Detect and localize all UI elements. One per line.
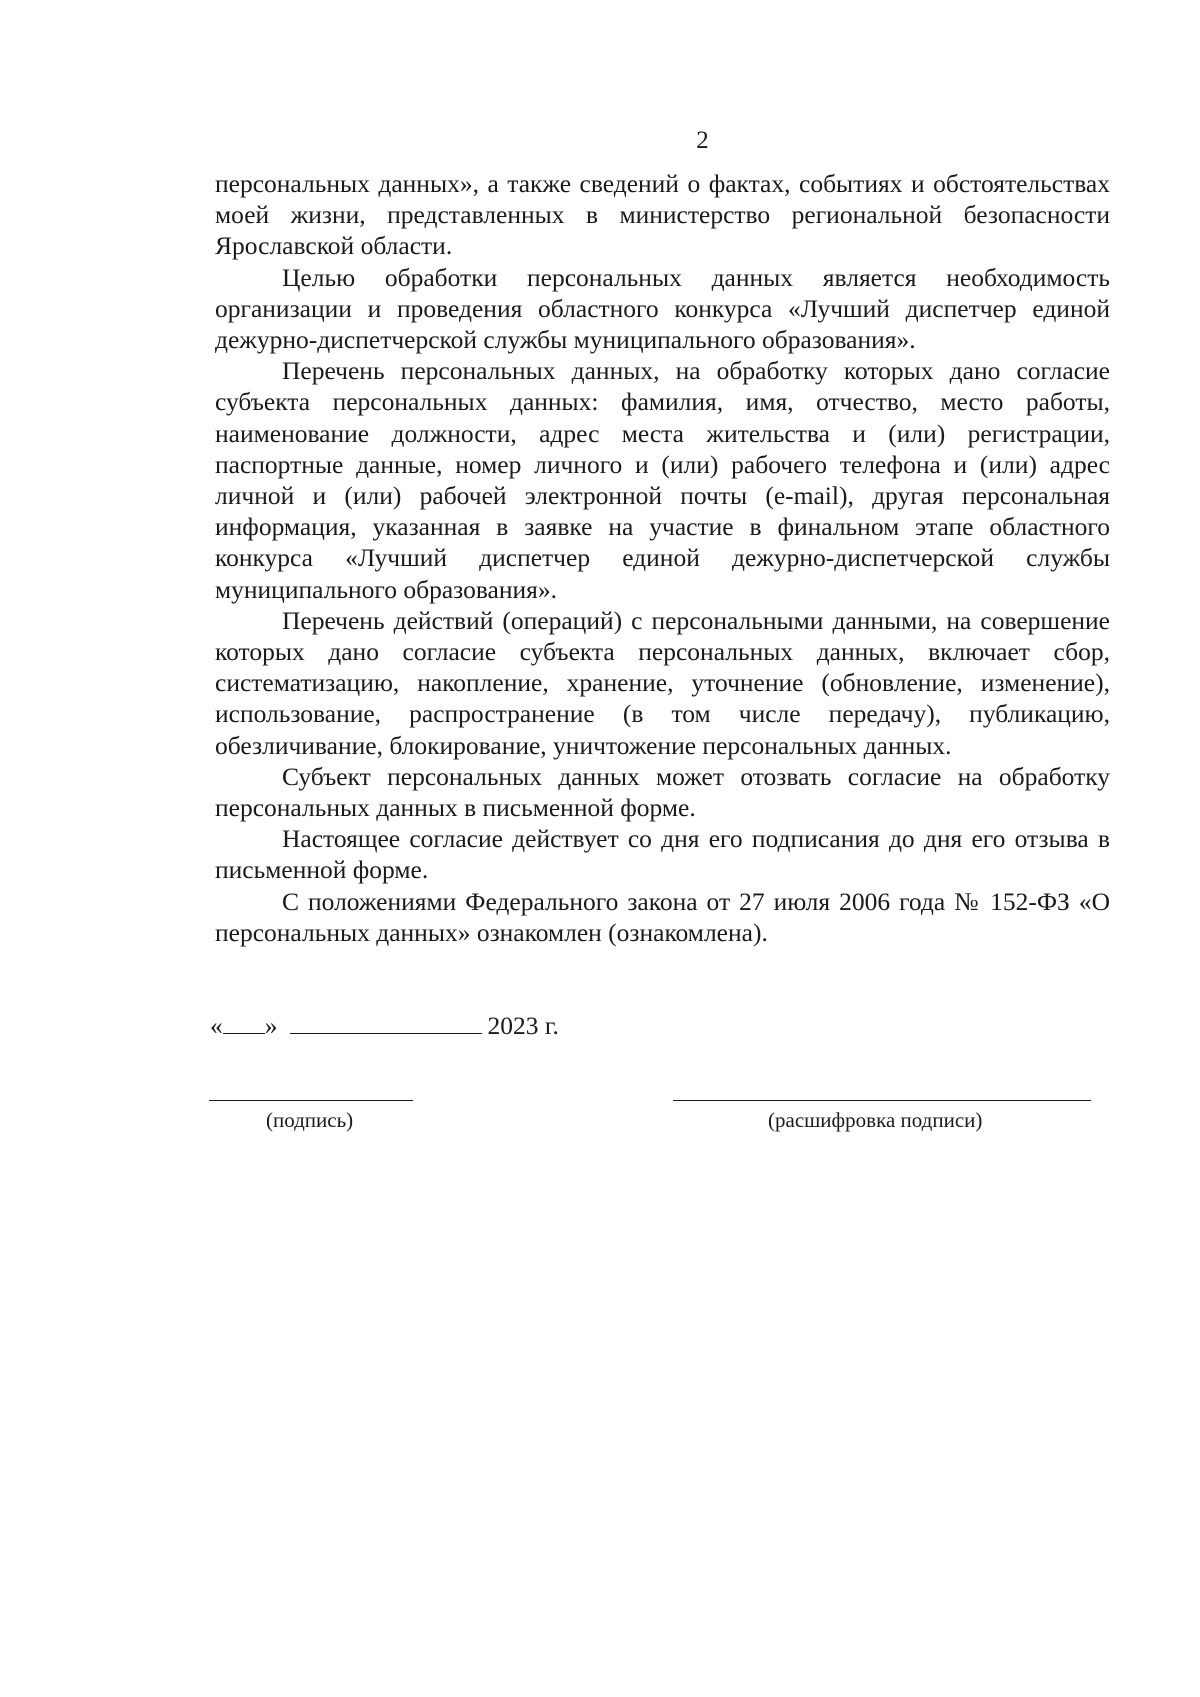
- date-line: [210, 1010, 559, 1042]
- month-blank-field[interactable]: [290, 1011, 482, 1034]
- date-close-quote: »: [264, 1011, 278, 1040]
- paragraph-purpose: Целью обработки персональных данных является необходимость организации и проведения областного конкурса «Лучший диспетчер единой дежурно-диспетчерской службы муниципального образования».: [215, 262, 1110, 355]
- document-body: [215, 168, 1110, 948]
- day-blank-field[interactable]: [223, 1011, 265, 1034]
- paragraph-operations-list: Перечень действий (операций) с персональными данными, на совершение которых дано согласие субъекта персональных данных, включает сбор, систематизацию, накопление, хранение, уточнение (обновление, изменение), использование, распространение (в том числе передачу), публикацию, обезличивание, блокирование, уничтожение персональных данных.: [215, 605, 1110, 760]
- date-open-quote: «: [210, 1011, 223, 1040]
- signature-transcript-caption: (расшифровка подписи): [768, 1108, 983, 1132]
- page-number: 2: [696, 127, 709, 154]
- paragraph-validity: Настоящее согласие действует со дня его подписания до дня его отзыва в письменной форме.: [215, 824, 1110, 885]
- date-year: 2023 г.: [487, 1011, 559, 1040]
- paragraph-law-acknowledgement: С положениями Федерального закона от 27 июля 2006 года № 152-ФЗ «О персональных данных» ознакомлен (ознакомлена).: [215, 886, 1110, 947]
- signature-transcript-line[interactable]: [673, 1100, 1091, 1101]
- paragraph-continuation: персональных данных», а также сведений о фактах, событиях и обстоятельствах моей жизни, представленных в министерство региональной безопасности Ярославской области.: [215, 169, 1110, 261]
- signature-line[interactable]: [209, 1100, 413, 1101]
- signature-caption: (подпись): [266, 1108, 354, 1132]
- paragraph-withdrawal: Субъект персональных данных может отозвать согласие на обработку персональных данных в письменной форме.: [215, 761, 1110, 823]
- paragraph-data-list: Перечень персональных данных, на обработку которых дано согласие субъекта персональных данных: фамилия, имя, отчество, место работы, наименование должности, адрес места жительства и (или) регистрации, паспортные данные, номер личного и (или) рабочего телефона и (или) адрес личной и (или) рабочей электронной почты (e-mail), другая персональная информация, указанная в заявке на участие в финальном этапе областного конкурса «Лучший диспетчер единой дежурно-диспетчерской службы муниципального образования».: [215, 356, 1110, 604]
